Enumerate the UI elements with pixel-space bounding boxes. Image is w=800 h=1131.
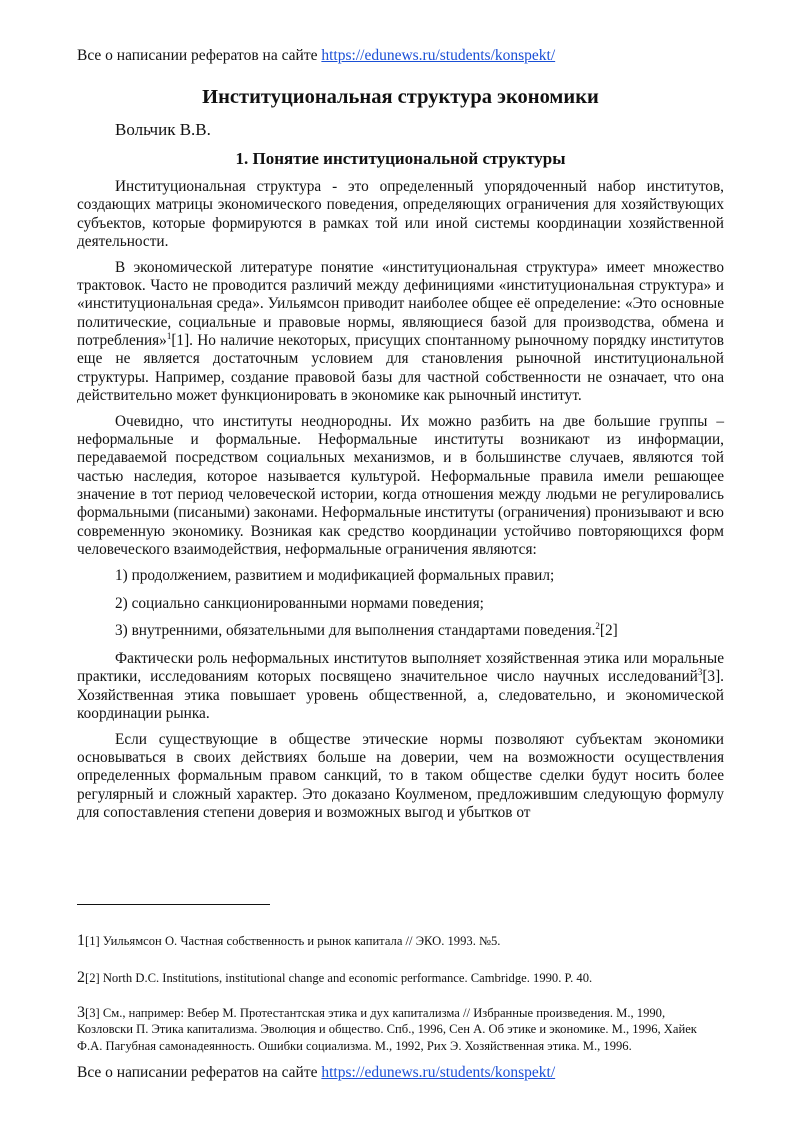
footer-text: Все о написании рефератов на сайте — [77, 1064, 322, 1081]
footnote-ref-2[interactable]: 2 — [595, 621, 600, 632]
footnote-ref-1[interactable]: 1 — [166, 330, 172, 341]
paragraph-2 — [77, 259, 724, 405]
paragraph-4-text-b: [3]. Хозяйственная этика повышает уровень общественной, а, следовательно, и экономической координации рынка. — [77, 668, 724, 722]
paragraph-4 — [77, 650, 724, 723]
section-heading: 1. Понятие институциональной структуры — [235, 149, 566, 168]
footnote-2-text: [2] North D.C. Institutions, institutional change and economic performance. Cambridge. 1990. P. 40. — [85, 971, 593, 985]
footnote-ref-3[interactable]: 3 — [697, 667, 703, 678]
footnote-3 — [77, 1005, 724, 1054]
list-item-3-ref: [2] — [599, 622, 618, 640]
header-link[interactable]: https://edunews.ru/students/konspekt/ — [321, 47, 556, 64]
footnote-1-text: [1] Уильямсон О. Частная собственность и рынок капитала // ЭКО. 1993. №5. — [85, 934, 501, 948]
footnote-separator — [77, 904, 270, 905]
list-item-2: 2) социально санкционированными нормами поведения; — [115, 594, 484, 612]
footnote-2 — [77, 970, 724, 986]
footer-link[interactable]: https://edunews.ru/students/konspekt/ — [321, 1064, 556, 1081]
document-title: Институциональная структура экономики — [202, 86, 599, 108]
paragraph-2-text-b: [1]. Но наличие некоторых, присущих спонтанному рыночному порядку институтов еще не является достаточным условием для становления рыночной институциональной структуры. Например, создание правовой базы для частной собственности не означает, что она действительно может функционировать в экономике как рыночный институт. — [77, 331, 724, 404]
paragraph-3: Очевидно, что институты неоднородны. Их можно разбить на две большие группы – неформальные и формальные. Неформальные институты возникают из информации, передаваемой посредством социальных механизмов, и в большинстве случаев, являются той частью наследия, которое называется культурой. Неформальные правила имели решающее значение в тот период человеческой истории, когда отношения между людьми не регулировались формальными (писаными) законами. Неформальные институты (ограничения) пронизывают и всю современную экономику. Возникая как средство координации устойчиво повторяющихся форм человеческого взаимодействия, неформальные ограничения являются: — [77, 412, 724, 558]
body-text — [77, 178, 724, 830]
paragraph-2-text-a: В экономической литературе понятие «институциональная структура» имеет множество трактовок. Часто не проводится различий между дефинициями «институциональная структура» и «институциональная среда». Уильямсон приводит наиболее общее её определение: «Это основные политические, социальные и правовые нормы, являющиеся базой для производства, обмена и потребления» — [77, 258, 724, 349]
footnote-2-number: 2 — [77, 969, 85, 986]
page-footer — [77, 1064, 555, 1082]
footnote-3-number: 3 — [77, 1004, 85, 1021]
list-item-1: 1) продолжением, развитием и модификацией формальных правил; — [115, 566, 555, 584]
header-text: Все о написании рефератов на сайте — [77, 47, 322, 64]
list-item-3 — [77, 622, 724, 640]
paragraph-1: Институциональная структура - это определенный упорядоченный набор институтов, создающих матрицы экономического поведения, определяющих ограничения для хозяйствующих субъектов, которые формируются в рамках той или иной системы координации хозяйственной деятельности. — [77, 178, 724, 250]
footnote-1 — [77, 933, 724, 949]
footnote-3-text: [3] См., например: Вебер М. Протестантская этика и дух капитализма // Избранные произведения. М., 1990, Козловски П. Этика капитализма. Эволюция и общество. Спб., 1996, Сен А. Об этике и экономике. М., 1996, Хайек Ф.А. Пагубная самонадеянность. Ошибки социализма. М., 1992, Рих Э. Хозяйственная этика. М., 1996. — [77, 1006, 697, 1053]
list-item-3-text: 3) внутренними, обязательными для выполнения стандартами поведения. — [115, 622, 596, 640]
page-header — [77, 47, 555, 65]
author-name: Вольчик В.В. — [115, 120, 211, 139]
footnote-1-number: 1 — [77, 932, 85, 949]
paragraph-4-text-a: Фактически роль неформальных институтов выполняет хозяйственная этика или моральные практики, исследованиям которых посвящено значительное число научных исследований — [77, 650, 724, 686]
paragraph-5: Если существующие в обществе этические нормы позволяют субъектам экономики основываться в своих действиях больше на доверии, чем на возможности осуществления определенных формальным правом санкций, то в таком обществе сделки будут носить более регулярный и сложный характер. Это доказано Коулменом, предложившим следующую формулу для сопоставления степени доверия и возможных выгод и убытков от — [77, 730, 724, 822]
